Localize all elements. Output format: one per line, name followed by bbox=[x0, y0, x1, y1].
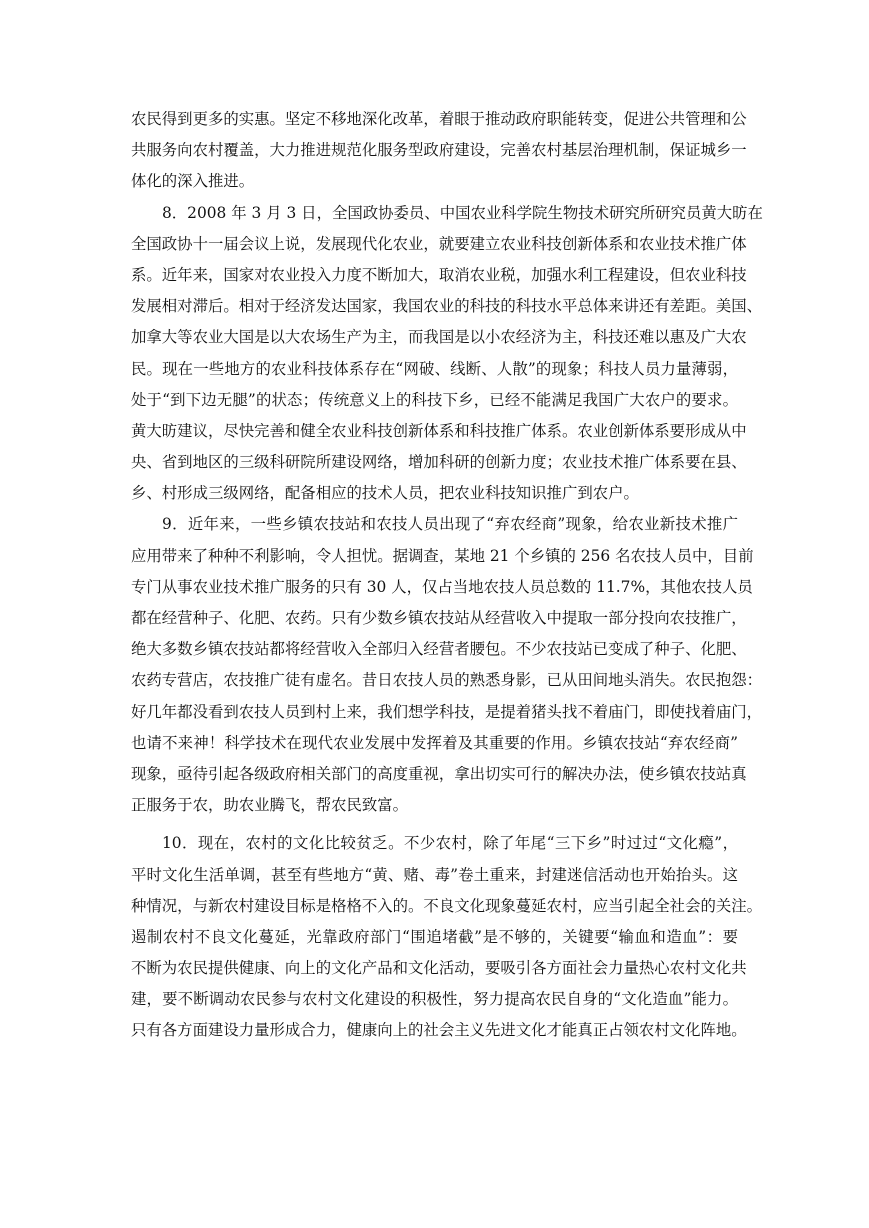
text-line: 绝大多数乡镇农技站都将经营收入全部归入经营者腰包。不少农技站已变成了种子、化肥、 bbox=[131, 640, 747, 659]
text-line: 农民得到更多的实惠。坚定不移地深化改革，着眼于推动政府职能转变，促进公共管理和公 bbox=[131, 110, 747, 128]
text-line: 遏制农村不良文化蔓延，光靠政府部门“围追堵截”是不够的，关键要“输血和造血”：要 bbox=[131, 927, 738, 946]
text-line: 10．现在，农村的文化比较贫乏。不少农村，除了年尾“三下乡”时过过“文化瘾”， bbox=[162, 834, 738, 853]
text-line: 8．2008 年 3 月 3 日，全国政协委员、中国农业科学院生物技术研究所研究员黄大昉在 bbox=[162, 203, 763, 222]
text-line: 种情况，与新农村建设目标是格格不入的。不良文化现象蔓延农村，应当引起全社会的关注。 bbox=[131, 896, 763, 915]
text-line: 专门从事农业技术推广服务的只有 30 人，仅占当地农技人员总数的 11.7%，其他农技人员 bbox=[131, 577, 753, 596]
text-line: 现象，亟待引起各级政府相关部门的高度重视，拿出切实可行的解决办法，使乡镇农技站真 bbox=[131, 764, 747, 783]
text-line: 民。现在一些地方的农业科技体系存在“网破、线断、人散”的现象；科技人员力量薄弱， bbox=[131, 359, 738, 378]
text-line: 农药专营店，农技推广徒有虚名。昔日农技人员的熟悉身影，已从田间地头消失。农民抱怨： bbox=[131, 671, 763, 690]
text-line: 处于“到下边无腿”的状态；传统意义上的科技下乡，已经不能满足我国广大农户的要求。 bbox=[131, 390, 738, 409]
text-line: 共服务向农村覆盖，大力推进规范化服务型政府建设，完善农村基层治理机制，保证城乡一 bbox=[131, 141, 747, 160]
text-line: 好几年都没看到农技人员到村上来，我们想学科技，是提着猪头找不着庙门，即使找着庙门， bbox=[131, 702, 763, 721]
text-line: 9．近年来，一些乡镇农技站和农技人员出现了“弃农经商”现象，给农业新技术推广 bbox=[162, 515, 738, 534]
text-line: 发展相对滞后。相对于经济发达国家，我国农业的科技的科技水平总体来讲还有差距。美国、 bbox=[131, 297, 763, 316]
text-line: 也请不来神！科学技术在现代农业发展中发挥着及其重要的作用。乡镇农技站“弃农经商” bbox=[131, 733, 738, 752]
paragraph-item-9 bbox=[131, 509, 763, 821]
text-line: 建，要不断调动农民参与农村文化建设的积极性，努力提高农民自身的“文化造血”能力。 bbox=[131, 990, 738, 1009]
text-line: 平时文化生活单调，甚至有些地方“黄、赌、毒”卷土重来，封建迷信活动也开始抬头。这 bbox=[131, 865, 738, 884]
paragraph-spacer bbox=[131, 821, 738, 828]
text-line: 应用带来了种种不利影响，令人担忧。据调查，某地 21 个乡镇的 256 名农技人员中，目前 bbox=[131, 546, 754, 565]
text-line: 都在经营种子、化肥、农药。只有少数乡镇农技站从经营收入中提取一部分投向农技推广， bbox=[131, 609, 747, 627]
text-line: 加拿大等农业大国是以大农场生产为主，而我国是以小农经济为主，科技还难以惠及广大农 bbox=[131, 328, 747, 347]
text-line: 系。近年来，国家对农业投入力度不断加大，取消农业税，加强水利工程建设，但农业科技 bbox=[131, 265, 747, 284]
paragraph-item-10 bbox=[131, 828, 763, 1046]
paragraph-continuation bbox=[131, 104, 747, 198]
text-line: 体化的深入推进。 bbox=[131, 172, 255, 191]
text-line: 央、省到地区的三级科研院所建设网络，增加科研的创新力度；农业技术推广体系要在县、 bbox=[131, 453, 747, 472]
text-line: 不断为农民提供健康、向上的文化产品和文化活动，要吸引各方面社会力量热心农村文化共 bbox=[131, 959, 747, 978]
text-line: 正服务于农，助农业腾飞，帮农民致富。 bbox=[131, 796, 409, 815]
text-line: 全国政协十一届会议上说，发展现代化农业，就要建立农业科技创新体系和农业技术推广体 bbox=[131, 234, 747, 253]
text-line: 只有各方面建设力量形成合力，健康向上的社会主义先进文化才能真正占领农村文化阵地。 bbox=[131, 1021, 747, 1040]
paragraph-item-8 bbox=[131, 198, 763, 510]
text-line: 乡、村形成三级网络，配备相应的技术人员，把农业科技知识推广到农户。 bbox=[131, 484, 639, 503]
text-line: 黄大昉建议，尽快完善和健全农业科技创新体系和科技推广体系。农业创新体系要形成从中 bbox=[131, 421, 747, 440]
